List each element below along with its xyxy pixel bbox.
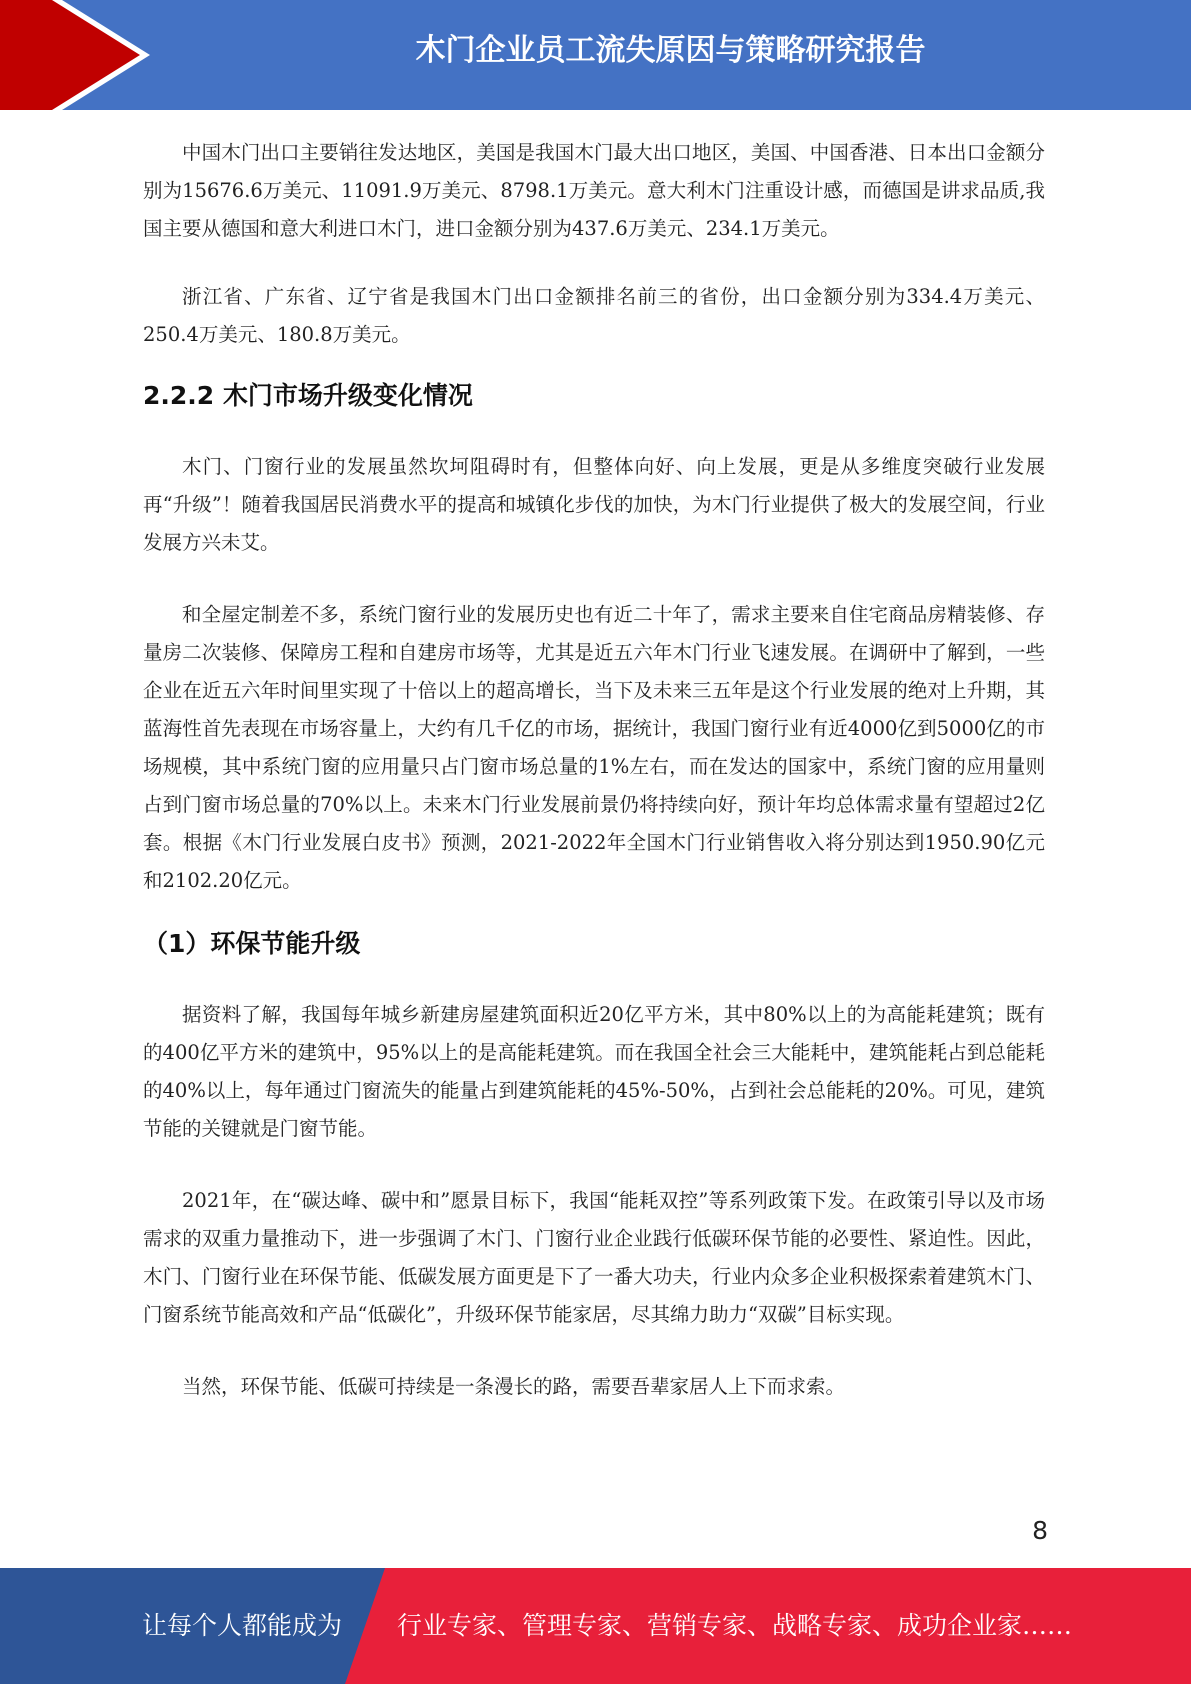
paragraph-export-provinces: 浙江省、广东省、辽宁省是我国木门出口金额排名前三的省份，出口金额分别为334.4万美元、250.4万美元、180.8万美元。 bbox=[143, 285, 1045, 346]
page-content bbox=[143, 134, 1045, 1406]
footer-slogan-left: 让每个人都能成为 bbox=[142, 1611, 343, 1640]
footer-slogan-right: 行业专家、管理专家、营销专家、战略专家、成功企业家…… bbox=[397, 1611, 1073, 1640]
paragraph-industry-development: 木门、门窗行业的发展虽然坎坷阻碍时有，但整体向好、向上发展，更是从多维度突破行业发展再“升级”！随着我国居民消费水平的提高和城镇化步伐的加快，为木门行业提供了极大的发展空间，行业发展方兴未艾。 bbox=[143, 455, 1045, 554]
paragraph-system-windows-market: 和全屋定制差不多，系统门窗行业的发展历史也有近二十年了，需求主要来自住宅商品房精装修、存量房二次装修、保障房工程和自建房市场等，尤其是近五六年木门行业飞速发展。在调研中了解到，一些企业在近五六年时间里实现了十倍以上的超高增长，当下及未来三五年是这个行业发展的绝对上升期，其蓝海性首先表现在市场容量上，大约有几千亿的市场，据统计，我国门窗行业有近4000亿到5000亿的市场规模，其中系统门窗的应用量只占门窗市场总量的1%左右，而在发达的国家中，系统门窗的应用量则占到门窗市场总量的70%以上。未来木门行业发展前景仍将持续向好，预计年均总体需求量有望超过2亿套。根据《木门行业发展白皮书》预测，2021-2022年全国木门行业销售收入将分别达到1950.90亿元和2102.20亿元。 bbox=[143, 603, 1045, 892]
page-footer bbox=[0, 1568, 1191, 1684]
section-heading-eco-upgrade: （1）环保节能升级 bbox=[143, 929, 361, 958]
document-title: 木门企业员工流失原因与策略研究报告 bbox=[415, 33, 926, 68]
paragraph-export-markets: 中国木门出口主要销往发达地区，美国是我国木门最大出口地区，美国、中国香港、日本出口金额分别为15676.6万美元、11091.9万美元、8798.1万美元。意大利木门注重设计感，而德国是讲求品质,我国主要从德国和意大利进口木门，进口金额分别为437.6万美元、234.1万美元。 bbox=[143, 141, 1045, 240]
section-heading-market-upgrade: 2.2.2 木门市场升级变化情况 bbox=[143, 381, 473, 410]
paragraph-energy-consumption: 据资料了解，我国每年城乡新建房屋建筑面积近20亿平方米，其中80%以上的为高能耗建筑；既有的400亿平方米的建筑中，95%以上的是高能耗建筑。而在我国全社会三大能耗中，建筑能耗占到总能耗的40%以上，每年通过门窗流失的能量占到建筑能耗的45%-50%，占到社会总能耗的20%。可见，建筑节能的关键就是门窗节能。 bbox=[143, 1003, 1045, 1140]
paragraph-dual-carbon-policy: 2021年，在“碳达峰、碳中和”愿景目标下，我国“能耗双控”等系列政策下发。在政策引导以及市场需求的双重力量推动下，进一步强调了木门、门窗行业企业践行低碳环保节能的必要性、紧迫性。因此，木门、门窗行业在环保节能、低碳发展方面更是下了一番大功夫，行业内众多企业积极探索着建筑木门、门窗系统节能高效和产品“低碳化”，升级环保节能家居，尽其绵力助力“双碳”目标实现。 bbox=[143, 1189, 1045, 1326]
page-header bbox=[0, 0, 1191, 110]
header-red-arrow-decoration bbox=[0, 0, 160, 110]
paragraph-closing-remark: 当然，环保节能、低碳可持续是一条漫长的路，需要吾辈家居人上下而求索。 bbox=[182, 1375, 846, 1398]
page-number: 8 bbox=[1032, 1516, 1048, 1545]
